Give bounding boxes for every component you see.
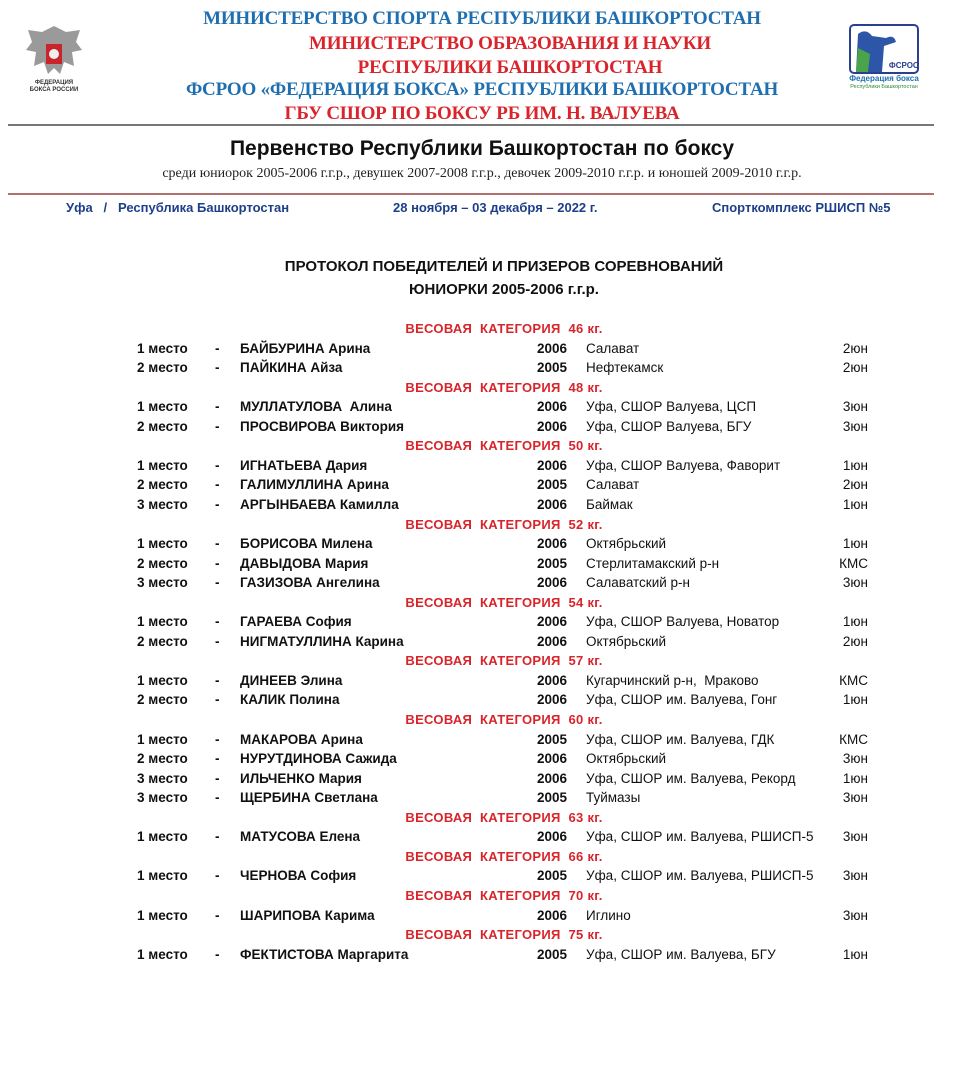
result-club: Уфа, СШОР Валуева, Новатор bbox=[586, 614, 780, 630]
result-rank: 1юн bbox=[842, 692, 868, 708]
result-rank: КМС bbox=[839, 672, 868, 688]
weight-category-heading: ВЕСОВАЯ КАТЕГОРИЯ 63 кг. bbox=[405, 809, 603, 825]
result-name: НУРУТДИНОВА Сажида bbox=[240, 751, 397, 767]
protocol-title: ПРОТОКОЛ ПОБЕДИТЕЛЕЙ И ПРИЗЕРОВ СОРЕВНОВАНИЙ bbox=[284, 258, 724, 275]
result-dash: - bbox=[215, 770, 220, 786]
event-venue: Спорткомплекс РШИСП №5 bbox=[712, 200, 891, 215]
weight-category-heading: ВЕСОВАЯ КАТЕГОРИЯ 54 кг. bbox=[405, 594, 603, 610]
result-dash: - bbox=[215, 614, 220, 630]
result-rank: 1юн bbox=[842, 457, 868, 473]
result-name: ИЛЬЧЕНКО Мария bbox=[240, 770, 362, 786]
result-dash: - bbox=[215, 575, 220, 591]
result-rank: 2юн bbox=[842, 340, 868, 356]
header-divider bbox=[8, 124, 934, 126]
result-club: Салават bbox=[586, 340, 640, 356]
result-club: Уфа, СШОР Валуева, Фаворит bbox=[586, 457, 781, 473]
result-dash: - bbox=[215, 672, 220, 688]
result-dash: - bbox=[215, 536, 220, 552]
result-year: 2006 bbox=[537, 751, 568, 767]
weight-category-heading: ВЕСОВАЯ КАТЕГОРИЯ 70 кг. bbox=[405, 887, 603, 903]
result-club: Стерлитамакский р-н bbox=[586, 555, 720, 571]
result-dash: - bbox=[215, 477, 220, 493]
result-rank: КМС bbox=[839, 731, 868, 747]
result-place: 1 место bbox=[137, 457, 188, 473]
result-dash: - bbox=[215, 633, 220, 649]
result-dash: - bbox=[215, 399, 220, 415]
result-name: ИГНАТЬЕВА Дария bbox=[240, 457, 368, 473]
result-row bbox=[0, 341, 964, 360]
result-year: 2006 bbox=[537, 536, 568, 552]
weight-category-heading: ВЕСОВАЯ КАТЕГОРИЯ 46 кг. bbox=[405, 321, 603, 336]
svg-text:ФСРОО: ФСРОО bbox=[888, 61, 920, 70]
result-club: Уфа, СШОР Валуева, БГУ bbox=[586, 418, 752, 434]
result-dash: - bbox=[215, 340, 220, 356]
result-place: 3 место bbox=[137, 770, 188, 786]
result-club: Уфа, СШОР им. Валуева, ГДК bbox=[586, 731, 775, 747]
result-club: Уфа, СШОР им. Валуева, БГУ bbox=[586, 946, 776, 962]
result-name: МАТУСОВА Елена bbox=[240, 829, 361, 845]
result-name: ДИНЕЕВ Элина bbox=[240, 672, 343, 688]
result-place: 1 место bbox=[137, 829, 188, 845]
result-name: ГАРАЕВА София bbox=[240, 614, 352, 630]
result-name: АРГЫНБАЕВА Камилла bbox=[240, 496, 399, 512]
result-place: 1 место bbox=[137, 399, 188, 415]
info-divider bbox=[8, 193, 934, 195]
header-ministry-education: МИНИСТЕРСТВО ОБРАЗОВАНИЯ И НАУКИ bbox=[308, 33, 712, 54]
result-dash: - bbox=[215, 829, 220, 845]
result-dash: - bbox=[215, 751, 220, 767]
result-rank: 3юн bbox=[842, 751, 868, 767]
result-year: 2006 bbox=[537, 340, 568, 356]
result-year: 2005 bbox=[537, 360, 568, 376]
result-year: 2006 bbox=[537, 692, 568, 708]
result-name: ПАЙКИНА Айза bbox=[240, 360, 343, 376]
result-row bbox=[0, 673, 964, 692]
result-dash: - bbox=[215, 496, 220, 512]
result-club: Уфа, СШОР им. Валуева, Рекорд bbox=[586, 770, 796, 786]
result-name: НИГМАТУЛЛИНА Карина bbox=[240, 633, 404, 649]
result-rank: 3юн bbox=[842, 868, 868, 884]
result-row bbox=[0, 614, 964, 633]
result-name: ПРОСВИРОВА Виктория bbox=[240, 418, 405, 434]
result-rank: 1юн bbox=[842, 614, 868, 630]
result-dash: - bbox=[215, 946, 220, 962]
protocol-group: ЮНИОРКИ 2005-2006 г.г.р. bbox=[409, 281, 599, 298]
result-place: 2 место bbox=[137, 692, 188, 708]
result-dash: - bbox=[215, 360, 220, 376]
result-place: 1 место bbox=[137, 907, 188, 923]
result-place: 2 место bbox=[137, 418, 188, 434]
result-club: Уфа, СШОР им. Валуева, РШИСП-5 bbox=[586, 829, 814, 845]
result-name: ФЕКТИСТОВА Маргарита bbox=[240, 946, 409, 962]
result-place: 3 место bbox=[137, 496, 188, 512]
result-year: 2006 bbox=[537, 496, 568, 512]
result-row bbox=[0, 458, 964, 477]
result-rank: 1юн bbox=[842, 770, 868, 786]
weight-category-heading: ВЕСОВАЯ КАТЕГОРИЯ 60 кг. bbox=[405, 712, 603, 727]
event-subtitle: среди юниорок 2005-2006 г.г.р., девушек 2007-2008 г.г.р., девочек 2009-2010 г.г.р. и юношей 2009-2010 г.г.р. bbox=[162, 166, 802, 181]
result-place: 1 место bbox=[137, 946, 188, 962]
result-club: Октябрьский bbox=[586, 751, 667, 767]
result-name: БОРИСОВА Милена bbox=[240, 536, 373, 552]
result-row bbox=[0, 497, 964, 516]
result-club: Салават bbox=[586, 477, 640, 493]
result-club: Октябрьский bbox=[586, 536, 667, 552]
result-club: Уфа, СШОР Валуева, ЦСП bbox=[586, 399, 757, 415]
result-club: Баймак bbox=[586, 496, 633, 512]
result-club: Кугарчинский р-н, Мраково bbox=[586, 672, 759, 688]
result-row bbox=[0, 536, 964, 555]
result-year: 2006 bbox=[537, 614, 568, 630]
svg-text:Федерация бокса: Федерация бокса bbox=[849, 74, 919, 83]
event-title: Первенство Республики Башкортостан по боксу bbox=[229, 137, 735, 160]
event-dates: 28 ноября – 03 декабря – 2022 г. bbox=[393, 200, 598, 215]
result-year: 2006 bbox=[537, 829, 568, 845]
result-club: Уфа, СШОР им. Валуева, РШИСП-5 bbox=[586, 868, 814, 884]
result-year: 2005 bbox=[537, 868, 568, 884]
result-name: БАЙБУРИНА Арина bbox=[240, 340, 371, 356]
result-rank: 3юн bbox=[842, 907, 868, 923]
result-row bbox=[0, 790, 964, 809]
result-row bbox=[0, 419, 964, 438]
result-year: 2006 bbox=[537, 399, 568, 415]
result-club: Уфа, СШОР им. Валуева, Гонг bbox=[586, 692, 778, 708]
result-name: ЩЕРБИНА Светлана bbox=[240, 790, 378, 806]
result-year: 2005 bbox=[537, 477, 568, 493]
svg-text:ФЕДЕРАЦИЯ: ФЕДЕРАЦИЯ bbox=[34, 80, 74, 86]
result-dash: - bbox=[215, 555, 220, 571]
result-name: ШАРИПОВА Карима bbox=[240, 907, 375, 923]
result-name: МУЛЛАТУЛОВА Алина bbox=[240, 399, 392, 415]
result-year: 2006 bbox=[537, 770, 568, 786]
result-name: КАЛИК Полина bbox=[240, 692, 340, 708]
result-place: 2 место bbox=[137, 633, 188, 649]
result-row bbox=[0, 556, 964, 575]
result-dash: - bbox=[215, 868, 220, 884]
result-place: 1 место bbox=[137, 614, 188, 630]
weight-category-heading: ВЕСОВАЯ КАТЕГОРИЯ 57 кг. bbox=[405, 653, 603, 669]
result-place: 2 место bbox=[137, 360, 188, 376]
weight-category-heading: ВЕСОВАЯ КАТЕГОРИЯ 52 кг. bbox=[405, 516, 603, 532]
result-row bbox=[0, 732, 964, 751]
result-dash: - bbox=[215, 731, 220, 747]
result-place: 2 место bbox=[137, 477, 188, 493]
result-year: 2005 bbox=[537, 946, 568, 962]
result-place: 1 место bbox=[137, 731, 188, 747]
result-club: Иглино bbox=[586, 907, 631, 923]
result-rank: 3юн bbox=[842, 399, 868, 415]
result-name: ГАЛИМУЛЛИНА Арина bbox=[240, 477, 389, 493]
result-rank: 1юн bbox=[842, 536, 868, 552]
result-place: 2 место bbox=[137, 555, 188, 571]
result-rank: 3юн bbox=[842, 790, 868, 806]
result-year: 2006 bbox=[537, 633, 568, 649]
svg-text:Республики Башкортостан: Республики Башкортостан bbox=[850, 84, 918, 90]
result-rank: 1юн bbox=[842, 496, 868, 512]
result-place: 3 место bbox=[137, 790, 188, 806]
result-place: 1 место bbox=[137, 868, 188, 884]
result-dash: - bbox=[215, 790, 220, 806]
result-rank: 1юн bbox=[842, 946, 868, 962]
result-row bbox=[0, 692, 964, 711]
result-place: 1 место bbox=[137, 536, 188, 552]
result-row bbox=[0, 477, 964, 496]
result-name: ГАЗИЗОВА Ангелина bbox=[240, 575, 380, 591]
result-row bbox=[0, 868, 964, 887]
result-row bbox=[0, 908, 964, 927]
result-row bbox=[0, 399, 964, 418]
result-row bbox=[0, 360, 964, 379]
weight-category-heading: ВЕСОВАЯ КАТЕГОРИЯ 48 кг. bbox=[405, 379, 603, 395]
result-rank: 3юн bbox=[842, 829, 868, 845]
result-year: 2005 bbox=[537, 555, 568, 571]
weight-category-heading: ВЕСОВАЯ КАТЕГОРИЯ 66 кг. bbox=[405, 848, 603, 864]
result-row bbox=[0, 575, 964, 594]
result-year: 2006 bbox=[537, 575, 568, 591]
result-year: 2005 bbox=[537, 731, 568, 747]
event-location: Уфа / Республика Башкортостан bbox=[66, 200, 290, 215]
result-place: 2 место bbox=[137, 751, 188, 767]
result-row bbox=[0, 947, 964, 966]
result-year: 2006 bbox=[537, 672, 568, 688]
result-row bbox=[0, 634, 964, 653]
result-club: Туймазы bbox=[586, 790, 641, 806]
result-rank: 2юн bbox=[842, 477, 868, 493]
result-rank: 2юн bbox=[842, 633, 868, 649]
header-school: ГБУ СШОР ПО БОКСУ РБ ИМ. Н. ВАЛУЕВА bbox=[284, 103, 680, 124]
result-dash: - bbox=[215, 457, 220, 473]
result-rank: КМС bbox=[839, 555, 868, 571]
header-ministry-sport: МИНИСТЕРСТВО СПОРТА РЕСПУБЛИКИ БАШКОРТОСТАН bbox=[203, 8, 761, 29]
result-name: ДАВЫДОВА Мария bbox=[240, 555, 369, 571]
result-club: Салаватский р-н bbox=[586, 575, 691, 591]
result-year: 2006 bbox=[537, 457, 568, 473]
result-year: 2006 bbox=[537, 418, 568, 434]
header-federation: ФСРОО «ФЕДЕРАЦИЯ БОКСА» РЕСПУБЛИКИ БАШКОРТОСТАН bbox=[185, 79, 779, 100]
weight-category-heading: ВЕСОВАЯ КАТЕГОРИЯ 75 кг. bbox=[405, 927, 603, 943]
result-row bbox=[0, 771, 964, 790]
weight-category-heading: ВЕСОВАЯ КАТЕГОРИЯ 50 кг. bbox=[405, 438, 603, 454]
result-rank: 3юн bbox=[842, 418, 868, 434]
result-place: 1 место bbox=[137, 672, 188, 688]
result-name: ЧЕРНОВА София bbox=[240, 868, 357, 884]
svg-text:БОКСА РОССИИ: БОКСА РОССИИ bbox=[29, 87, 79, 93]
result-dash: - bbox=[215, 418, 220, 434]
result-place: 1 место bbox=[137, 340, 188, 356]
result-year: 2005 bbox=[537, 790, 568, 806]
result-rank: 3юн bbox=[842, 575, 868, 591]
result-dash: - bbox=[215, 907, 220, 923]
result-year: 2006 bbox=[537, 907, 568, 923]
result-club: Нефтекамск bbox=[586, 360, 664, 376]
result-club: Октябрьский bbox=[586, 633, 667, 649]
result-dash: - bbox=[215, 692, 220, 708]
result-row bbox=[0, 829, 964, 848]
result-rank: 2юн bbox=[842, 360, 868, 376]
result-row bbox=[0, 751, 964, 770]
result-name: МАКАРОВА Арина bbox=[240, 731, 363, 747]
header-republic: РЕСПУБЛИКИ БАШКОРТОСТАН bbox=[357, 57, 663, 78]
result-place: 3 место bbox=[137, 575, 188, 591]
